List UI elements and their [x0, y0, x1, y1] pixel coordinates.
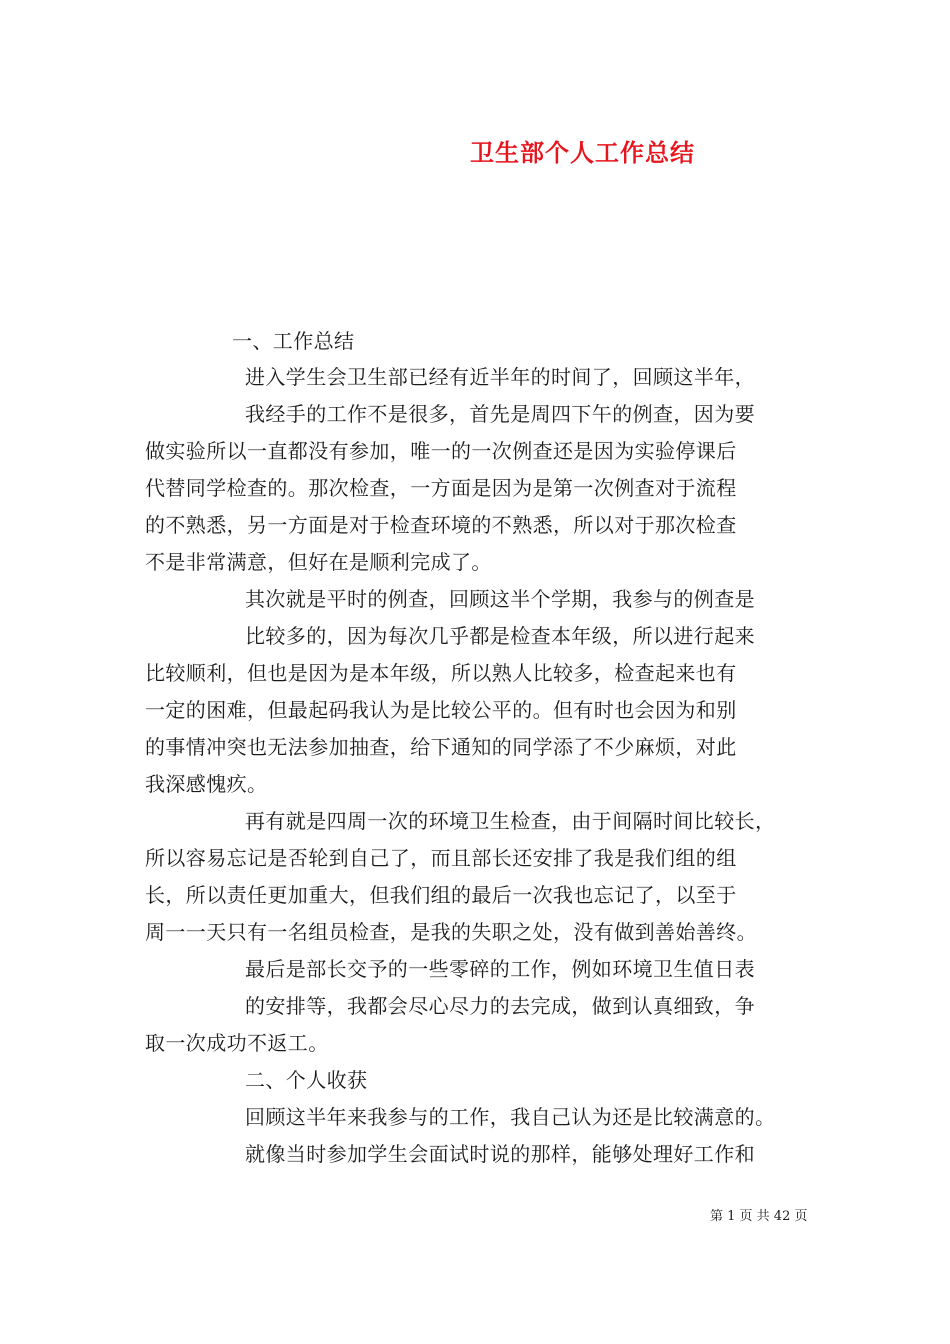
paragraph-line: 进入学生会卫生部已经有近半年的时间了，回顾这半年， [245, 365, 755, 389]
paragraph-line: 的事情冲突也无法参加抽查，给下通知的同学添了不少麻烦，对此 [145, 735, 737, 759]
paragraph-line: 不是非常满意，但好在是顺利完成了。 [145, 550, 492, 574]
section-heading: 一、工作总结 [232, 329, 355, 353]
paragraph-line: 的安排等，我都会尽心尽力的去完成，做到认真细致，争 [245, 994, 755, 1018]
paragraph-line: 做实验所以一直都没有参加，唯一的一次例查还是因为实验停课后 [145, 439, 737, 463]
paragraph-line: 取一次成功不返工。 [145, 1031, 329, 1055]
document-title: 卫生部个人工作总结 [470, 138, 695, 167]
paragraph-line: 比较多的，因为每次几乎都是检查本年级，所以进行起来 [245, 624, 755, 648]
paragraph-line: 长，所以责任更加重大，但我们组的最后一次我也忘记了，以至于 [145, 883, 737, 907]
paragraph-line: 再有就是四周一次的环境卫生检查，由于间隔时间比较长， [245, 809, 776, 833]
paragraph-line: 最后是部长交予的一些零碎的工作，例如环境卫生值日表 [245, 957, 755, 981]
paragraph-line: 我经手的工作不是很多，首先是周四下午的例查，因为要 [245, 402, 755, 426]
paragraph-line: 其次就是平时的例查，回顾这半个学期，我参与的例查是 [245, 587, 755, 611]
paragraph-line: 回顾这半年来我参与的工作，我自己认为还是比较满意的。 [245, 1105, 776, 1129]
section-heading: 二、个人收获 [245, 1068, 368, 1092]
page-number: 第 1 页 共 42 页 [710, 1209, 808, 1224]
paragraph-line: 我深感愧疚。 [145, 772, 268, 796]
paragraph-line: 代替同学检查的。那次检查，一方面是因为是第一次例查对于流程 [145, 476, 737, 500]
paragraph-line: 一定的困难，但最起码我认为是比较公平的。但有时也会因为和别 [145, 698, 737, 722]
paragraph-line: 的不熟悉，另一方面是对于检查环境的不熟悉，所以对于那次检查 [145, 513, 737, 537]
paragraph-line: 所以容易忘记是否轮到自己了，而且部长还安排了我是我们组的组 [145, 846, 737, 870]
paragraph-line: 周一一天只有一名组员检查，是我的失职之处，没有做到善始善终。 [145, 920, 757, 944]
paragraph-line: 就像当时参加学生会面试时说的那样，能够处理好工作和 [245, 1142, 755, 1166]
paragraph-line: 比较顺利，但也是因为是本年级，所以熟人比较多，检查起来也有 [145, 661, 737, 685]
